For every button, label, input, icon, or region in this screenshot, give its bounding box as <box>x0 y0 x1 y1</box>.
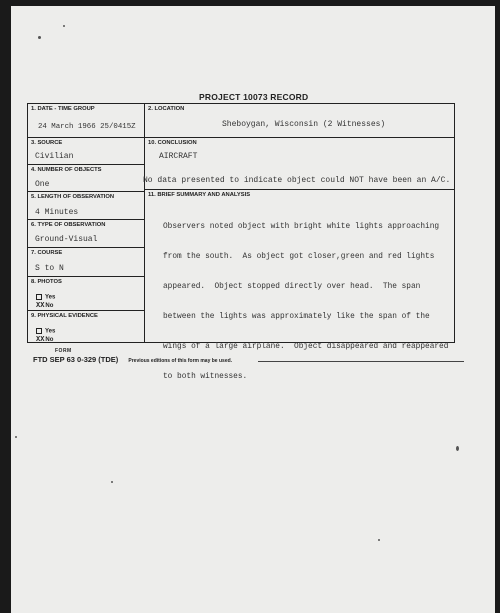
summary-line: to both witnesses. <box>163 373 248 381</box>
physical-cell <box>28 311 144 344</box>
summary-line: wings of a large airplane. Object disappeared and reappeared <box>163 343 449 351</box>
length-label: 5. LENGTH OF OBSERVATION <box>31 194 115 200</box>
date-time-label: 1. DATE - TIME GROUP <box>31 106 95 112</box>
type-value: Ground-Visual <box>35 235 98 244</box>
num-objects-cell <box>28 165 144 192</box>
length-cell <box>28 192 144 220</box>
physical-label: 9. PHYSICAL EVIDENCE <box>31 313 98 319</box>
summary-label: 11. BRIEF SUMMARY AND ANALYSIS <box>148 192 251 198</box>
num-objects-value: One <box>35 180 50 189</box>
scan-speck <box>63 25 65 27</box>
num-objects-label: 4. NUMBER OF OBJECTS <box>31 167 102 173</box>
type-cell <box>28 220 144 248</box>
previous-editions-note: Previous editions of this form may be used. <box>128 358 233 364</box>
scan-speck <box>15 436 17 438</box>
physical-yes: Yes <box>36 328 55 335</box>
summary-line: appeared. Object stopped directly over head. The span <box>163 283 421 291</box>
location-value: Sheboygan, Wisconsin (2 Witnesses) <box>222 120 386 129</box>
source-cell <box>28 138 144 165</box>
form-id: FTD SEP 63 0-329 (TDE) <box>33 355 119 364</box>
left-column <box>28 104 145 342</box>
summary-line: Observers noted object with bright white lights approaching <box>163 223 440 231</box>
conclusion-label: 10. CONCLUSION <box>148 140 197 146</box>
checkbox-icon <box>36 294 42 300</box>
scan-speck <box>378 539 380 541</box>
conclusion-note: No data presented to indicate object could NOT have been an A/C. <box>143 176 451 185</box>
location-label: 2. LOCATION <box>148 106 185 112</box>
date-time-value: 24 March 1966 25/0415Z <box>38 123 136 131</box>
source-value: Civilian <box>35 152 74 161</box>
length-value: 4 Minutes <box>35 208 79 217</box>
course-cell <box>28 248 144 277</box>
footer-rule <box>258 361 464 362</box>
course-value: S to N <box>35 264 64 273</box>
scan-speck <box>38 36 41 39</box>
date-time-cell <box>28 104 144 138</box>
form-label: FORM <box>55 348 72 354</box>
conclusion-value: AIRCRAFT <box>159 152 198 161</box>
photos-no: XXNo <box>36 302 54 310</box>
scan-speck <box>111 481 113 483</box>
location-cell <box>145 104 454 138</box>
summary-text <box>163 202 455 402</box>
summary-line: between the lights was approximately like the span of the <box>163 313 430 321</box>
type-label: 6. TYPE OF OBSERVATION <box>31 222 106 228</box>
checkmark-x-icon: XX <box>36 336 45 344</box>
scan-speck <box>456 446 459 451</box>
form-footer <box>33 355 232 364</box>
checkmark-x-icon: XX <box>36 302 45 310</box>
summary-line: from the south. As object got closer,green and red lights <box>163 253 435 261</box>
photos-cell <box>28 277 144 311</box>
photos-yes: Yes <box>36 294 55 301</box>
course-label: 7. COURSE <box>31 250 63 256</box>
photos-label: 8. PHOTOS <box>31 279 62 285</box>
checkbox-icon <box>36 328 42 334</box>
physical-no: XXNo <box>36 336 54 344</box>
conclusion-cell <box>145 138 454 190</box>
document-title: PROJECT 10073 RECORD <box>199 92 309 102</box>
source-label: 3. SOURCE <box>31 140 63 146</box>
